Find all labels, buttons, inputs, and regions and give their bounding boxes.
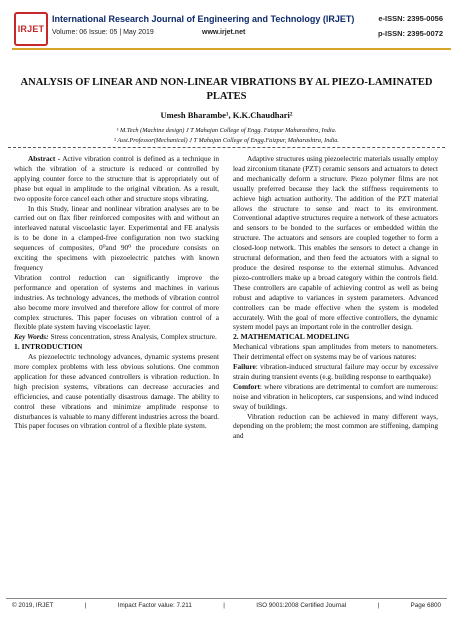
eissn: e-ISSN: 2395-0056 [378,14,443,23]
comfort-text: : where vibrations are detrimental to comfort are numerous: noise and vibration in helicopters, car suspensions, and wind induced sway of buildings. [233,381,438,411]
volume-info: Volume: 06 Issue: 05 | May 2019 [52,29,154,36]
header-rule [12,48,451,50]
comfort-paragraph [233,382,438,412]
footer-impact-factor: Impact Factor value: 7.211 [117,602,192,609]
journal-url[interactable]: www.irjet.net [202,29,246,36]
irjet-logo: IRJET [14,12,48,46]
failure-label: Failure [233,362,256,372]
left-column [14,154,219,431]
affiliation-1: ¹ M.Tech (Machine design) J T Mahajan College of Engg. Faizpur Maharashtra, India. [116,127,337,134]
failure-paragraph [233,362,438,382]
abstract-paragraph [14,154,219,204]
journal-title: International Research Journal of Engineering and Technology (IRJET) [52,14,355,24]
affiliation-2: ² Asst.Professor(Mechanical) J T Mahajan College of Engg.Faizpur, Maharashtra, India. [114,137,339,144]
keywords-text: Stress concentration, stress Analysis, Complex structure. [48,332,217,342]
section-divider [8,147,445,148]
footer-copyright: © 2019, IRJET [12,602,54,609]
keywords-label: Key Words: [14,332,49,342]
introduction-paragraph: As piezoelectric technology advances, dynamic systems present more complex problems with less obvious solutions. One common application for these advanced controllers is vibration reduction. In high precision systems, vibrations can decrease accuracies and efficiencies, and cause potentially disastrous damage. The ability to control these vibrations and minimize amplitude response to disturbances is valuable to many different industries across the board. This paper focuses on vibration control of a flexible plate system. [14,352,219,431]
journal-header [6,8,447,60]
footer-separator: | [84,602,87,609]
failure-text: : vibration-induced structural failure may occur by excessive strain during transient events (e.g. building response to earthquake) [233,362,438,381]
footer-iso: ISO 9001:2008 Certified Journal [256,602,347,609]
right-column [233,154,438,441]
pissn: p-ISSN: 2395-0072 [377,29,443,38]
adaptive-structures-paragraph: Adaptive structures using piezoelectric materials usually employ lead zirconium titanate (PZT) ceramic sensors and actuators to detect and mechanically deform a structure. Piezo polymer films are not usually preferred because they lack the stiffness requirements to achieve high actuation authority. The addition of the PZT material allows the structure to sense and react to its environment. Conventional adaptive structures require a network of these actuators and sensors to be bonded to the surfaces or embedded within the structure. The actuators and sensors are coupled together to form a closed-loop network. This enables the sensors to detect a change in structural deformation, and then feed the actuators with a signal to produce the desired response to the external stimulus. Advanced piezo-controllers make up a broad category within the controls field. These controllers are capable of achieving control as well as being robust and adaptive to variances in system parameters. Advanced controllers can be made effective when the system is modeled accurately. With the goal of more effective controllers, the dynamic system model pays an important role in the controller design. [233,154,438,332]
section-heading-modeling: 2. MATHEMATICAL MODELING [233,332,350,342]
footer-separator: | [223,602,225,609]
comfort-label: Comfort [233,381,260,391]
abstract-label: Abstract - [28,154,61,163]
section-heading-introduction: 1. INTRODUCTION [14,342,83,352]
footer-separator: | [377,602,380,609]
abstract-paragraph-2: In this Study, linear and nonlinear vibration analyses are to be carried out on flax fiber reinforced composites with and without an interleaved natural viscoelastic layer. Experimental and FE analysis is to be done in a clamped-free configuration non two stacking sequences of composites, 0⁰and 90⁰ the procedure consists on exciting the specimens with piezoelectric patches with known frequency [14,203,219,272]
abstract-text: Active vibration control is defined as a technique in which the vibration of a structure is reduced or controlled by applying counter force to the structure that is appropriately out of phase but equal in amplitude to the original vibration. As a result, two opposite force cancel each other and structure stops vibrating. [14,154,220,203]
footer-page-number: Page 6800 [410,602,441,609]
keywords [14,332,219,342]
abstract-paragraph-3: Vibration control reduction can significantly improve the performance and operation of systems and machines in various industries. As technology advances, the methods of vibration control also become more involved and therefore allow for control of more complex structures. This paper focuses on vibration control of a flexible plate system having viscoelastic layer. [14,272,219,332]
paper-authors: Umesh Bharambe¹, K.K.Chaudhari² [160,110,293,120]
modeling-paragraph: Mechanical vibrations span amplitudes from meters to nanometers. Their detrimental effect on systems may be of various natures: [233,342,438,362]
reduction-paragraph: Vibration reduction can be achieved in many different ways, depending on the problem; the most common are stiffening, damping and [233,411,438,441]
paper-title: ANALYSIS OF LINEAR AND NON-LINEAR VIBRATIONS BY AL PIEZO-LAMINATED PLATES [20,77,433,102]
page-footer [6,598,447,612]
